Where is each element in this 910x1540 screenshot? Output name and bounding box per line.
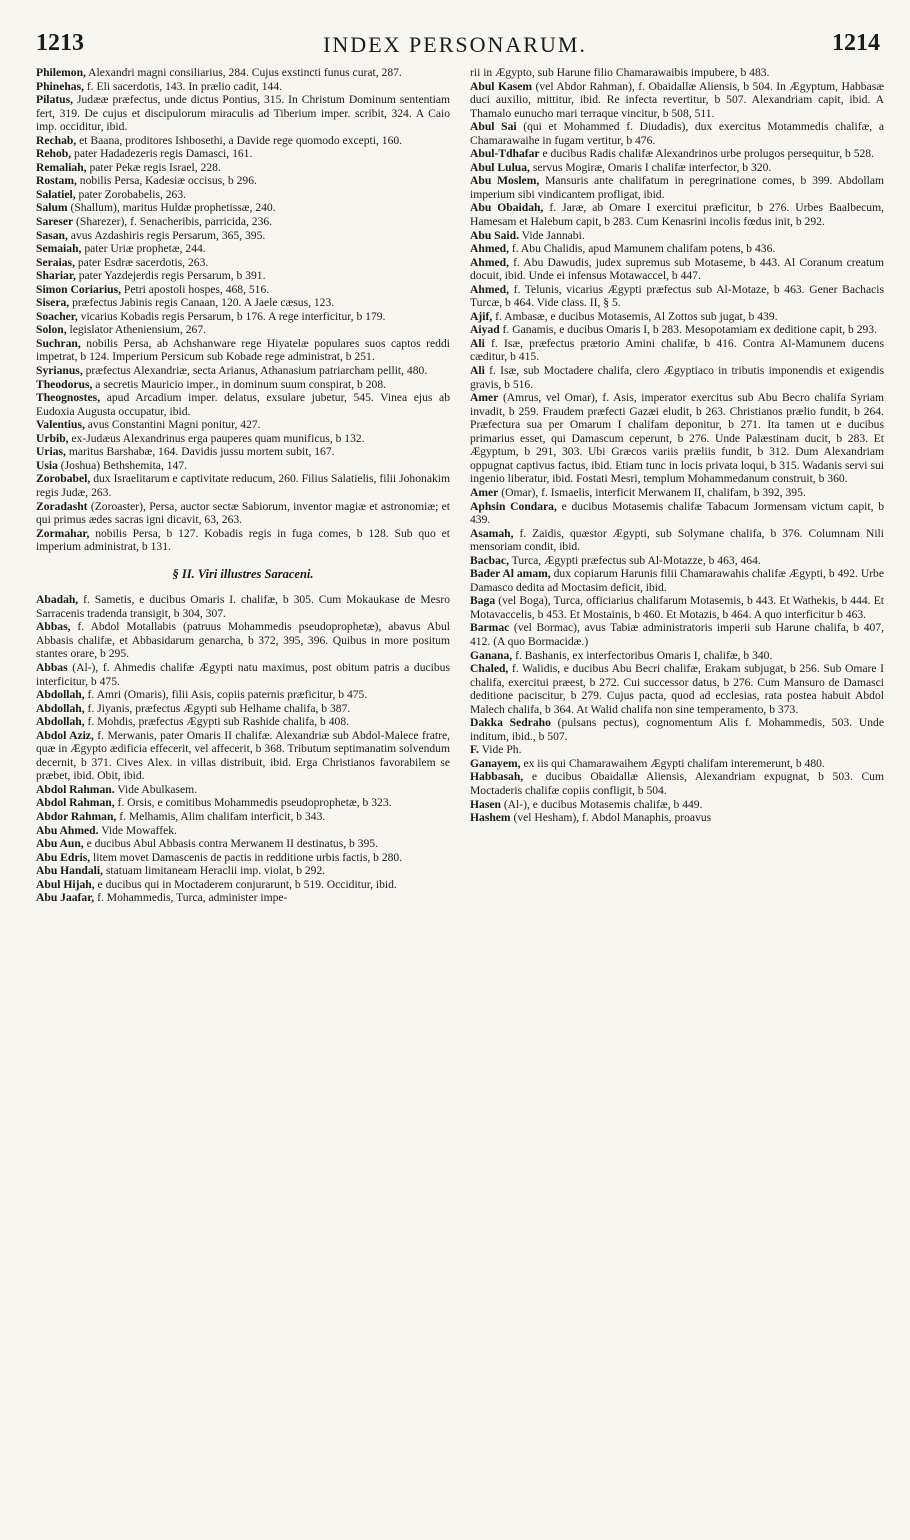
entry-headword: Solon,	[36, 323, 67, 337]
index-entry	[470, 147, 884, 161]
index-entry	[470, 567, 884, 594]
entry-text: f. Abu Chalidis, apud Mamunem chalifam potens, b 436.	[508, 242, 776, 256]
entry-headword: Abdollah,	[36, 701, 85, 715]
index-entry	[36, 593, 450, 620]
index-entry	[36, 837, 450, 851]
entry-text: e ducibus Obaidallæ Aliensis, Alexandriam expugnat, b 503. Cum Moctaderis chalifæ copiis confligit, b 504.	[470, 770, 884, 797]
entry-headword: Bader Al amam,	[470, 567, 551, 581]
entry-text: f. Bashanis, ex interfectoribus Omaris I, chalifæ, b 340.	[512, 648, 773, 662]
index-entry	[36, 810, 450, 824]
entry-text: f. Isæ, præfectus prætorio Amini chalifæ, b 416. Contra Al-Mamunem ducens cæditur, b 415.	[470, 336, 884, 364]
entry-text: f. Mohammedis, Turca, administer impe-	[94, 891, 288, 905]
index-entry	[36, 161, 450, 175]
entry-text: et Baana, proditores Ishbosethi, a Davide rege quomodo excepti, 160.	[76, 133, 403, 147]
entry-text: Vide Abulkasem.	[114, 782, 198, 796]
entry-text: pater Esdræ sacerdotis, 263.	[74, 255, 209, 269]
index-entry	[36, 337, 450, 364]
entry-text: legislator Atheniensium, 267.	[66, 323, 207, 337]
entry-text: e ducibus Motasemis chalifæ Tabacum Jormensam victum capit, b 439.	[470, 499, 884, 527]
entry-headword: Zormahar,	[36, 526, 90, 540]
index-entry	[36, 391, 450, 418]
entry-text: f. Eli sacerdotis, 143. In prælio cadit, 144.	[84, 79, 283, 93]
entry-headword: Rehob,	[36, 147, 72, 161]
entry-text: statuam limitaneam Heraclii imp. violat, b 292.	[103, 864, 326, 878]
entry-headword: Barmac	[470, 621, 510, 635]
index-entry	[470, 554, 884, 568]
entry-headword: Abu Edris,	[36, 850, 91, 864]
index-entry	[36, 702, 450, 716]
index-entry	[470, 391, 884, 486]
index-entry	[36, 147, 450, 161]
entry-headword: Remaliah,	[36, 160, 87, 174]
index-entry	[470, 770, 884, 797]
entry-headword: Suchran,	[36, 336, 81, 350]
entry-text: f. Abdol Motallabis (patruus Mohammedis pseudoprophetæ), abavus Abul Abbasis chalifæ, et Abbasidarum genarcha, b 372, 395, 396. Quibus in more positum stantes orare, b 295.	[36, 620, 450, 661]
entry-headword: Ganana,	[470, 648, 513, 662]
running-header	[0, 30, 910, 64]
entry-headword: Usia	[36, 458, 58, 472]
entry-headword: Semaiah,	[36, 242, 82, 256]
entry-headword: Urias,	[36, 445, 66, 459]
running-title: INDEX PERSONARUM.	[323, 32, 587, 57]
entry-headword: Aphsin Condara,	[470, 499, 557, 513]
entry-text: f. Jaræ, ab Omare I exercitui præficitur, b 276. Urbes Baalbecum, Hamesam et Halebum capit, b 283. Cum Kenasrini incolis fœdus init, b 292.	[470, 201, 885, 229]
entry-headword: Soacher,	[36, 309, 78, 323]
index-entry	[36, 661, 450, 688]
index-entry	[470, 256, 884, 283]
entry-text: a secretis Mauricio imper., in dominum suum conspirat, b 208.	[92, 377, 387, 391]
index-entry	[36, 229, 450, 243]
index-entry	[36, 851, 450, 865]
entry-text: rii in Ægypto, sub Harune filio Chamarawaibis impubere, b 483.	[470, 66, 770, 79]
entry-headword: Ahmed,	[470, 255, 509, 269]
entry-text: (qui et Mohammed f. Diudadis), dux exercitus Motammedis chalifæ, a Chamarawaihe in fugam vertitur, b 476.	[470, 120, 884, 147]
entry-text: (Al-), e ducibus Motasemis chalifæ, b 449.	[500, 797, 703, 811]
entry-text: (Sharezer), f. Senacheribis, parricida, 236.	[73, 215, 273, 229]
index-entry	[36, 783, 450, 797]
index-entry	[36, 864, 450, 878]
entry-text: (vel Hesham), f. Abdol Manaphis, proavus	[510, 811, 712, 825]
entry-headword: Valentius,	[36, 418, 85, 432]
index-entry	[470, 174, 884, 201]
entry-headword: Syrianus,	[36, 364, 83, 378]
entry-headword: Pilatus,	[36, 93, 74, 107]
entry-text: nobilis Persa, Kadesiæ occisus, b 296.	[76, 174, 257, 188]
index-entry	[36, 878, 450, 892]
entry-text: f. Melhamis, Alim chalifam interficit, b 343.	[116, 809, 326, 823]
index-entry	[36, 283, 450, 297]
entry-text: f. Telunis, vicarius Ægypti præfectus sub Al-Motaze, b 463. Gener Bachacis Turcæ, b 464. Vide class. II, § 5.	[470, 282, 884, 310]
entries-section-one	[36, 66, 450, 554]
entry-text: pater Yazdejerdis regis Persarum, b 391.	[75, 269, 266, 283]
entry-headword: F.	[470, 743, 479, 757]
entry-headword: Asamah,	[470, 526, 514, 540]
entry-text: (vel Abdor Rahman), f. Obaidallæ Aliensis, b 504. In Ægyptum, Habbasæ duci auxilio, mittitur, ibid. Re infecta revertitur, b 507. Alexandriam capit, ibid. A Thamalo eunucho mari terraque vincitur, b 508, 511.	[470, 79, 884, 120]
entry-text: præfectus Jabinis regis Canaan, 120. A Jaele cæsus, 123.	[69, 296, 335, 310]
entry-text: (Amrus, vel Omar), f. Asis, imperator exercitus sub Abu Becro chalifa Syriam invadit, b 259. Fraudem præfecti Gazæi eludit, b 263. Christianos prælio fundit, b 264. Præfectura sua per Omarum I chalifam deponitur, b 271. Ita tamen ut e ducibus primarius esset, qui Damascum ceperunt, b 276. Unde Palæstinam ducit, b 283. Et Ægyptum, b 291, 303. Ubi Græcos variis præliis fundit, b 312. Dum Alexandriam oppugnat captivus factus, ibid. Etiam tunc in locis privata loqui, b 315. Wadanis servi sui ingenio liberatur, ibid. Fostati Mesri, templum Mohammedanum construit, b 360.	[470, 391, 884, 486]
index-entry	[36, 715, 450, 729]
page-number-right: 1214	[832, 30, 880, 56]
entry-text: dux copiarum Harunis filii Chamarawahis chalifæ Ægypti, b 492. Urbe Damasco dedita ad Moctasim deficit, ibid.	[470, 567, 884, 594]
left-column	[36, 66, 450, 905]
entry-text: Vide Ph.	[478, 743, 522, 757]
entry-headword: Abbas,	[36, 620, 71, 634]
entry-text: pater Pekæ regis Israel, 228.	[86, 160, 221, 174]
index-entry	[36, 93, 450, 134]
index-entry	[36, 80, 450, 94]
entry-headword: Abul Kasem	[470, 79, 533, 93]
entry-headword: Chaled,	[470, 662, 509, 676]
entry-headword: Abu Said.	[470, 228, 519, 242]
index-entry	[36, 242, 450, 256]
index-entry	[470, 649, 884, 663]
index-entry	[470, 662, 884, 716]
entry-headword: Abu Jaafar,	[36, 891, 95, 905]
index-entry	[470, 811, 884, 825]
entry-headword: Abdol Rahman,	[36, 796, 115, 810]
index-entry	[470, 323, 884, 337]
entry-headword: Abul Lulua,	[470, 160, 530, 174]
entry-headword: Abul Hijah,	[36, 877, 95, 891]
entry-headword: Salatiel,	[36, 187, 76, 201]
entry-headword: Theodorus,	[36, 377, 93, 391]
entry-text: f. Walidis, e ducibus Abu Becri chalifæ, Erakam subjugat, b 256. Sub Omare I chalifa, exercitui præest, b 272. Cui successor datus, b 276. Cum Mansuro de Damasci deditione paciscitur, b 279. Cujus pacta, quod ad ecclesias, rata postea habuit Abdol Malech chalifa, b 364. At Walid chalifa non sine temperamento, b 373.	[470, 662, 884, 716]
index-entry	[470, 364, 884, 391]
entry-headword: Zorobabel,	[36, 472, 91, 486]
entry-text: (Joshua) Bethshemita, 147.	[57, 458, 188, 472]
entry-headword: Simon Coriarius,	[36, 282, 122, 296]
right-column	[470, 66, 884, 825]
entry-text: avus Azdashiris regis Persarum, 365, 395.	[67, 228, 266, 242]
index-entry	[36, 256, 450, 270]
entry-headword: Abadah,	[36, 593, 79, 607]
entry-text: maritus Barshabæ, 164. Davidis jussu mortem subit, 167.	[65, 445, 335, 459]
entry-headword: Ahmed,	[470, 242, 509, 256]
index-entry	[470, 500, 884, 527]
index-entry	[470, 621, 884, 648]
entry-headword: Abu Moslem,	[470, 174, 540, 188]
entry-text: litem movet Damascenis de pactis in redditione urbis factis, b 280.	[90, 850, 403, 864]
index-entry	[470, 337, 884, 364]
entry-headword: Abu Handali,	[36, 864, 104, 878]
entry-text: f. Abu Dawudis, judex supremus sub Motaseme, b 443. Al Coranum creatum docuit, ibid. Unde ei infensus Motawaccel, b 447.	[470, 255, 884, 283]
entry-text: (Shallum), maritus Huldæ prophetissæ, 240.	[67, 201, 276, 215]
index-entry	[36, 527, 450, 554]
entry-text: præfectus Alexandriæ, secta Arianus, Athanasium patriarcham pellit, 480.	[82, 364, 428, 378]
index-entry	[36, 459, 450, 473]
entry-text: Alexandri magni consiliarius, 284. Cujus exstincti funus curat, 287.	[85, 66, 402, 79]
index-entry	[36, 364, 450, 378]
index-entry	[36, 891, 450, 905]
entry-headword: Salum	[36, 201, 68, 215]
index-entry	[36, 174, 450, 188]
index-entry	[470, 120, 884, 147]
entry-text: ex-Judæus Alexandrinus erga pauperes quam munificus, b 132.	[68, 431, 365, 445]
index-entry	[36, 310, 450, 324]
entry-headword: Theognostes,	[36, 391, 101, 405]
index-entry	[36, 323, 450, 337]
entry-text: e ducibus Abul Abbasis contra Merwanem II destinatus, b 395.	[83, 837, 379, 851]
index-entry	[36, 796, 450, 810]
entry-headword: Baga	[470, 594, 496, 608]
index-entry	[470, 757, 884, 771]
entry-text: Vide Jannabi.	[518, 228, 585, 242]
index-entry	[470, 716, 884, 743]
entry-text: Turca, Ægypti præfectus sub Al-Motazze, b 463, 464.	[508, 553, 761, 567]
entry-text: f. Zaidis, quæstor Ægypti, sub Solymane chalifa, b 376. Columnam Nili mensoriam condit, ibid.	[470, 526, 884, 554]
entry-headword: Abdollah,	[36, 715, 85, 729]
entry-headword: Urbib,	[36, 431, 69, 445]
entry-headword: Shariar,	[36, 269, 76, 283]
entry-text: ex iis qui Chamarawaihem Ægypti chalifam interemerunt, b 480.	[520, 756, 825, 770]
entry-text: f. Sametis, e ducibus Omaris I. chalifæ, b 305. Cum Mokaukase de Mesro Sarracenis tradenda transigit, b 304, 307.	[36, 593, 450, 620]
entry-text: avus Constantini Magni ponitur, 427.	[84, 418, 261, 432]
entry-headword: Abu Obaidah,	[470, 201, 544, 215]
index-entry	[36, 134, 450, 148]
entry-text: dux Israelitarum e captivitate reducum, 260. Filius Salatielis, filii Johonakim regis Judæ, 263.	[36, 472, 450, 499]
entry-text: f. Ganamis, e ducibus Omaris I, b 283. Mesopotamiam ex deditione capit, b 293.	[499, 323, 878, 337]
index-entry	[470, 229, 884, 243]
index-entry	[470, 310, 884, 324]
page-number-left: 1213	[36, 30, 84, 56]
section-heading: § II. Viri illustres Saraceni.	[172, 566, 314, 581]
entry-text: Mansuris ante chalifatum in peregrinatione comes, b 399. Abdollam imperium sibi vindicantem profligat, ibid.	[470, 174, 884, 201]
entry-text: f. Orsis, e comitibus Mohammedis pseudoprophetæ, b 323.	[114, 796, 392, 810]
index-entry	[36, 269, 450, 283]
index-entry	[36, 445, 450, 459]
entry-text: e ducibus qui in Moctaderem conjurarunt, b 519. Occiditur, ibid.	[94, 877, 397, 891]
entry-headword: Dakka Sedraho	[470, 716, 551, 730]
entry-headword: Abul Sai	[470, 120, 517, 134]
index-entry	[470, 66, 884, 80]
entry-headword: Amer	[470, 391, 499, 405]
entry-headword: Ahmed,	[470, 282, 509, 296]
index-entry	[36, 66, 450, 80]
index-entry	[36, 432, 450, 446]
entry-headword: Abdor Rahman,	[36, 809, 117, 823]
index-entry	[36, 418, 450, 432]
index-entry	[36, 296, 450, 310]
entry-headword: Amer	[470, 485, 499, 499]
entry-headword: Ganayem,	[470, 756, 521, 770]
entry-text: (Al-), f. Ahmedis chalifæ Ægypti natu maximus, post obitum patris a ducibus interficitur, b 475.	[36, 660, 450, 688]
index-entry	[470, 527, 884, 554]
index-entry	[36, 188, 450, 202]
entry-text: e ducibus Radis chalifæ Alexandrinos urbe prolugos persequitur, b 528.	[539, 147, 875, 161]
entry-headword: Hasen	[470, 797, 501, 811]
index-entry	[36, 472, 450, 499]
entry-headword: Abbas	[36, 660, 68, 674]
entry-text: nobilis Persa, ab Achshanware rege Hiyatelæ populares suos captos reddi impetrat, b 124. Imperium Persicum sub Kobade rege administrat, b 251.	[36, 336, 450, 364]
entry-headword: Rechab,	[36, 133, 77, 147]
entry-headword: Sisera,	[36, 296, 70, 310]
index-entry	[470, 743, 884, 757]
entry-text: Petri apostoli hospes, 468, 516.	[121, 282, 270, 296]
index-entry	[36, 500, 450, 527]
entry-text: pater Hadadezeris regis Damasci, 161.	[71, 147, 253, 161]
index-entry	[470, 161, 884, 175]
entry-headword: Bacbac,	[470, 553, 509, 567]
entry-headword: Rostam,	[36, 174, 77, 188]
entry-text: pater Uriæ prophetæ, 244.	[81, 242, 206, 256]
entry-headword: Abdol Rahman.	[36, 782, 115, 796]
entry-text: Vide Mowaffek.	[98, 823, 177, 837]
entry-headword: Aiyad	[470, 323, 500, 337]
entry-headword: Seraias,	[36, 255, 75, 269]
entry-headword: Philemon,	[36, 66, 86, 79]
index-entry	[36, 215, 450, 229]
entry-text: (Omar), f. Ismaelis, interficit Merwanem II, chalifam, b 392, 395.	[498, 485, 806, 499]
index-entry	[470, 798, 884, 812]
entry-text: nobilis Persa, b 127. Kobadis regis in fuga comes, b 128. Sub quo et imperium administrat, b 131.	[36, 526, 450, 554]
entry-text: (vel Boga), Turca, officiarius chalifarum Motasemis, b 443. Et Wathekis, b 444. Et Motavaccelis, b 453. Et Mostainis, b 460. Et Motazis, b 464. A quo interficitur b 463.	[470, 594, 884, 621]
index-entry	[470, 201, 884, 228]
entry-text: f. Jiyanis, præfectus Ægypti sub Helhame chalifa, b 387.	[84, 701, 351, 715]
entry-text: Judææ præfectus, unde dictus Pontius, 315. In Christum Dominum sententiam fert, 319. De cujus et discipulorum miraculis ad Tiberium imper. scribit, 324. A Caio imp. occiditur, ibid.	[36, 93, 450, 134]
entry-headword: Ali	[470, 364, 485, 378]
entry-text: servus Mogiræ, Omaris I chalifæ interfector, b 320.	[529, 160, 772, 174]
index-entry	[470, 486, 884, 500]
entries-section-two	[36, 593, 450, 905]
entry-headword: Abdol Aziz,	[36, 728, 94, 742]
entry-headword: Habbasah,	[470, 770, 524, 784]
index-entry	[470, 283, 884, 310]
index-entry	[36, 201, 450, 215]
entry-headword: Phinehas,	[36, 79, 84, 93]
entry-headword: Zoradasht	[36, 499, 88, 513]
entry-headword: Abul-Tdhafar	[470, 147, 540, 161]
entry-headword: Ajif,	[470, 309, 493, 323]
entry-headword: Abdollah,	[36, 688, 85, 702]
entry-headword: Abu Aun,	[36, 837, 84, 851]
index-entry	[470, 80, 884, 121]
index-entry	[36, 824, 450, 838]
entry-text: f. Amri (Omaris), filii Asis, copiis paternis præficitur, b 475.	[84, 688, 368, 702]
entry-text: vicarius Kobadis regis Persarum, b 176. A rege interficitur, b 179.	[77, 309, 386, 323]
index-entry	[470, 594, 884, 621]
index-entry	[36, 729, 450, 783]
entry-text: pater Zorobabelis, 263.	[75, 187, 187, 201]
entry-headword: Sareser	[36, 215, 74, 229]
entry-headword: Sasan,	[36, 228, 68, 242]
index-entry	[470, 242, 884, 256]
entry-text: (vel Bormac), avus Tabiæ administratoris imperii sub Harune chalifa, b 407, 412. (A quo Bormacidæ.)	[470, 621, 884, 648]
entry-text: f. Merwanis, pater Omaris II chalifæ. Alexandriæ sub Abdol-Malece fratre, quæ in Ægypto ædificia effecerit, vel affecerit, b 368. Tributum septimanatim solvendum decernit, b 371. Cives Alex. in villas distribuit, ibid. Erga Christianos favorabilem se præbet, ibid. Obit, ibid.	[36, 728, 450, 783]
index-entry	[36, 688, 450, 702]
entry-text: (Zoroaster), Persa, auctor sectæ Sabiorum, inventor magiæ et astronomiæ; et qui primus ædes sacras igni dicavit, 63, 263.	[36, 499, 450, 527]
entry-headword: Ali	[470, 336, 485, 350]
entry-text: apud Arcadium imper. delatus, exsulare jubetur, 545. Vinea ejus ab Eudoxia Augusta occupatur, ibid.	[36, 391, 450, 418]
entry-headword: Abu Ahmed.	[36, 823, 99, 837]
entry-text: f. Ambasæ, e ducibus Motasemis, Al Zottos sub jugat, b 439.	[492, 309, 778, 323]
entry-headword: Hashem	[470, 811, 511, 825]
entry-text: f. Mohdis, præfectus Ægypti sub Rashide chalifa, b 408.	[84, 715, 350, 729]
entry-text: (pulsans pectus), cognomentum Alis f. Mohammedis, 503. Unde inditum, ibid., b 507.	[470, 716, 884, 743]
index-entry	[36, 378, 450, 392]
entry-text: f. Isæ, sub Moctadere chalifa, clero Ægyptiaco in tributis imponendis et exigendis gravis, b 516.	[470, 364, 884, 391]
index-entry	[36, 620, 450, 661]
